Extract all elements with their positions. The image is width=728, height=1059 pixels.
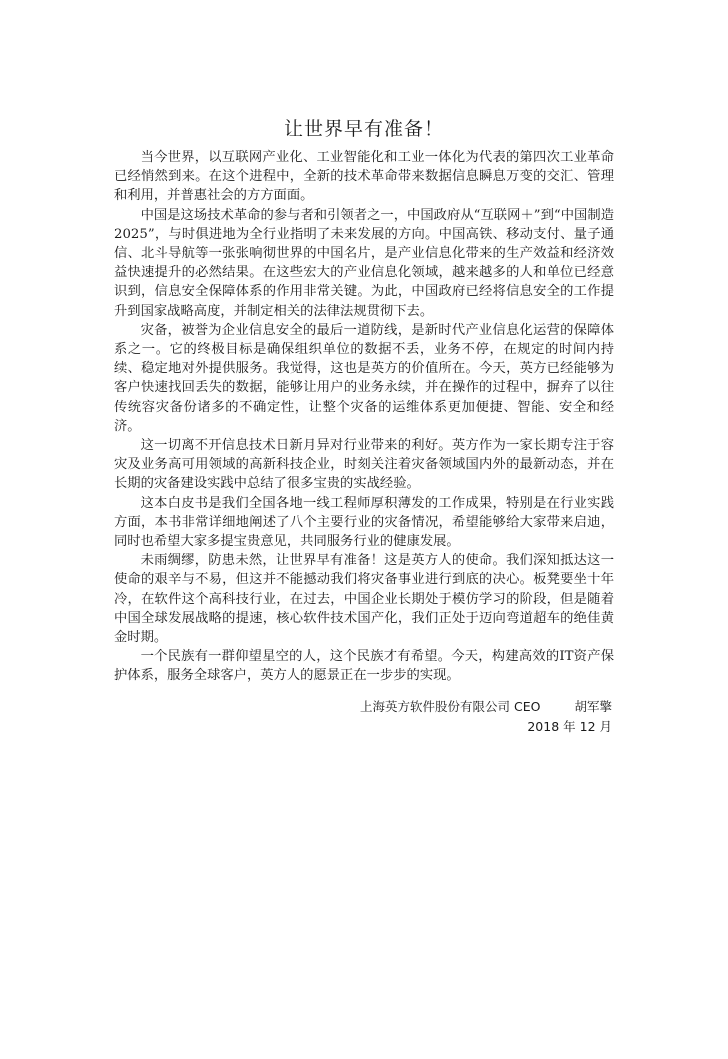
signature-name: 胡军擎	[574, 699, 612, 714]
paragraph: 中国是这场技术革命的参与者和引领者之一，中国政府从“互联网＋”到“中国制造2025”，与时俱进地为全行业指明了未来发展的方向。中国高铁、移动支付、量子通信、北斗导航等一张张响彻世界的中国名片，是产业信息化带来的生产效益和经济效益快速提升的必然结果。在这些宏大的产业信息化领域，越来越多的人和单位已经意识到，信息安全保障体系的作用非常关键。为此，中国政府已经将信息安全的工作提升到国家战略高度，并制定相关的法律法规贯彻下去。	[114, 207, 614, 319]
paragraph: 未雨绸缪，防患未然，让世界早有准备！这是英方人的使命。我们深知抵达这一使命的艰辛与不易，但这并不能撼动我们将灾备事业进行到底的决心。板凳要坐十年冷，在软件这个高科技行业，在过去，中国企业长期处于模仿学习的阶段，但是随着中国全球发展战略的提速，核心软件技术国产化，我们正处于迈向弯道超车的绝佳黄金时期。	[114, 553, 614, 646]
signature-line	[360, 697, 612, 717]
page-title: 让世界早有准备！	[283, 118, 444, 140]
body-text	[114, 148, 614, 686]
paragraph: 这本白皮书是我们全国各地一线工程师厚积薄发的工作成果，特别是在行业实践方面，本书非常详细地阐述了八个主要行业的灾备情况，希望能够给大家带来启迪，同时也希望大家多提宝贵意见，共同服务行业的健康发展。	[114, 495, 614, 550]
signature-date: 2018 年 12 月	[527, 719, 612, 734]
paragraph: 灾备，被誉为企业信息安全的最后一道防线，是新时代产业信息化运营的保障体系之一。它的终极目标是确保组织单位的数据不丢，业务不停，在规定的时间内持续、稳定地对外提供服务。我觉得，这也是英方的价值所在。今天，英方已经能够为客户快速找回丢失的数据，能够让用户的业务永续，并在操作的过程中，摒弃了以往传统容灾备份诸多的不确定性，让整个灾备的运维体系更加便捷、智能、安全和经济。	[114, 322, 614, 434]
paragraph: 当今世界，以互联网产业化、工业智能化和工业一体化为代表的第四次工业革命已经悄然到来。在这个进程中，全新的技术革命带来数据信息瞬息万变的交汇、管理和利用，并普惠社会的方方面面。	[114, 150, 614, 204]
paragraph: 一个民族有一群仰望星空的人，这个民族才有希望。今天，构建高效的IT资产保护体系，服务全球客户，英方人的愿景正在一步步的实现。	[114, 649, 614, 684]
paragraph: 这一切离不开信息技术日新月异对行业带来的利好。英方作为一家长期专注于容灾及业务高可用领域的高新科技企业，时刻关注着灾备领域国内外的最新动态，并在长期的灾备建设实践中总结了很多宝贵的实战经验。	[114, 438, 614, 492]
signature-block	[360, 697, 612, 737]
signature-company: 上海英方软件股份有限公司 CEO	[360, 699, 541, 714]
